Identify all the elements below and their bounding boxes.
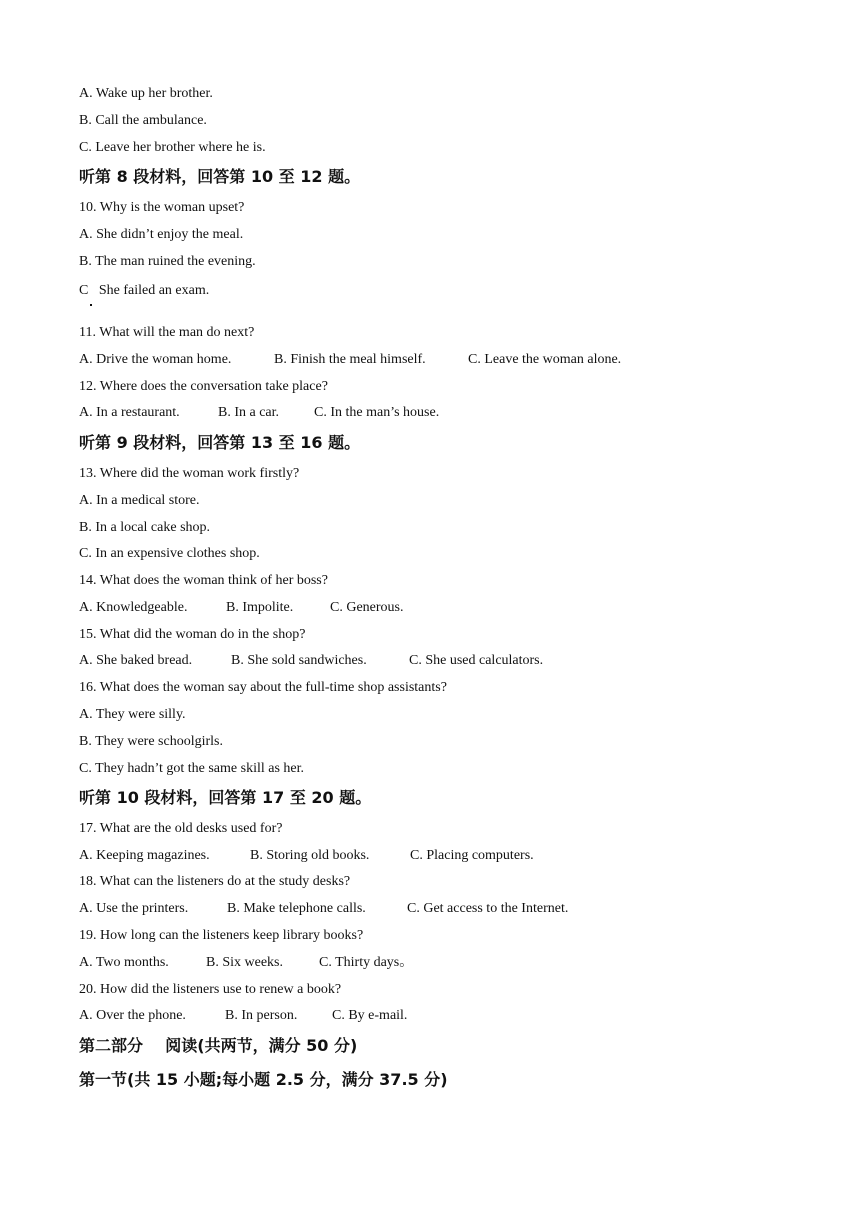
option-c: C. Thirty days。 [319, 955, 414, 970]
option-line: C. In an expensive clothes shop. [79, 546, 260, 561]
option-line: B. The man ruined the evening. [79, 254, 256, 269]
options-row-q15 [79, 652, 543, 670]
option-line: B. They were schoolgirls. [79, 734, 223, 749]
question-11: 11. What will the man do next? [79, 325, 255, 340]
option-b: B. Impolite. [226, 600, 294, 615]
option-a: A. Knowledgeable. [79, 600, 188, 615]
option-a: A. She baked bread. [79, 653, 193, 668]
options-row-q19 [79, 954, 413, 972]
option-b: B. In person. [225, 1008, 298, 1023]
option-b: B. Storing old books. [250, 848, 370, 863]
option-line: A. They were silly. [79, 707, 186, 722]
option-line: C. Leave her brother where he is. [79, 140, 266, 155]
option-b: B. She sold sandwiches. [231, 653, 367, 668]
option-line: A. In a medical store. [79, 493, 200, 508]
options-row-q17 [79, 847, 534, 865]
options-row-q20 [79, 1007, 407, 1025]
option-c: C. Placing computers. [410, 848, 534, 863]
question-15: 15. What did the woman do in the shop? [79, 627, 306, 642]
option-a: A. Over the phone. [79, 1008, 186, 1023]
section-heading: 听第 10 段材料，回答第 17 至 20 题。 [79, 788, 372, 807]
option-a: A. In a restaurant. [79, 405, 180, 420]
option-a: A. Drive the woman home. [79, 352, 232, 367]
part-heading: 第二部分 阅读(共两节，满分 50 分) [79, 1036, 358, 1055]
option-c: C. Leave the woman alone. [468, 352, 622, 367]
question-19: 19. How long can the listeners keep library books? [79, 928, 364, 943]
option-b: B. Make telephone calls. [227, 901, 366, 916]
option-a: A. Use the printers. [79, 901, 189, 916]
question-16: 16. What does the woman say about the full-time shop assistants? [79, 680, 447, 695]
option-a: A. Two months. [79, 955, 169, 970]
section-heading: 听第 8 段材料，回答第 10 至 12 题。 [79, 167, 361, 186]
question-17: 17. What are the old desks used for? [79, 821, 283, 836]
question-10: 10. Why is the woman upset? [79, 200, 245, 215]
subsection-heading: 第一节(共 15 小题;每小题 2.5 分，满分 37.5 分) [79, 1070, 448, 1089]
option-c: C. She used calculators. [409, 653, 544, 668]
question-18: 18. What can the listeners do at the study desks? [79, 874, 351, 889]
options-row-q14 [79, 599, 404, 617]
option-line: B. Call the ambulance. [79, 113, 207, 128]
question-12: 12. Where does the conversation take place? [79, 379, 328, 394]
option-a: A. Keeping magazines. [79, 848, 210, 863]
option-line: C. They hadn’t got the same skill as her. [79, 761, 305, 776]
option-b: B. In a car. [218, 405, 280, 420]
option-b: B. Finish the meal himself. [274, 352, 426, 367]
option-line: A. Wake up her brother. [79, 86, 213, 101]
option-line: B. In a local cake shop. [79, 520, 211, 535]
question-13: 13. Where did the woman work firstly? [79, 466, 300, 481]
question-14: 14. What does the woman think of her boss? [79, 573, 328, 588]
option-line: C She failed an exam. [79, 283, 210, 298]
stray-dot-mark [90, 304, 92, 306]
option-line: A. She didn’t enjoy the meal. [79, 227, 244, 242]
option-c: C. By e-mail. [332, 1008, 408, 1023]
options-row-q11 [79, 351, 621, 369]
options-row-q18 [79, 900, 568, 918]
question-20: 20. How did the listeners use to renew a book? [79, 982, 342, 997]
option-c: C. Generous. [330, 600, 404, 615]
section-heading: 听第 9 段材料，回答第 13 至 16 题。 [79, 433, 361, 452]
options-row-q12 [79, 404, 439, 422]
option-c: C. Get access to the Internet. [407, 901, 569, 916]
option-c: C. In the man’s house. [314, 405, 440, 420]
option-b: B. Six weeks. [206, 955, 283, 970]
